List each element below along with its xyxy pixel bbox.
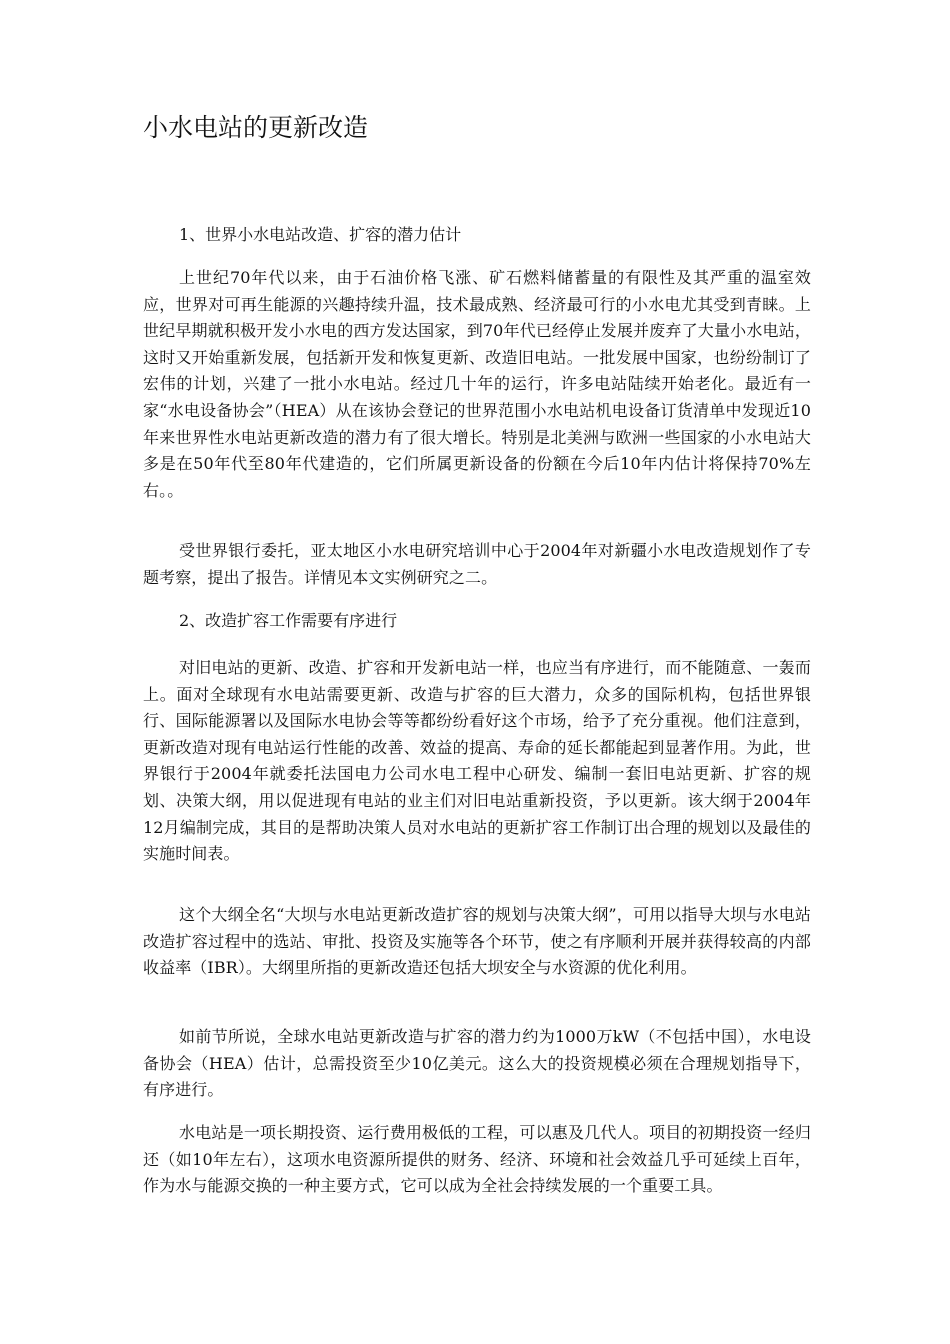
paragraph-6: 水电站是一项长期投资、运行费用极低的工程，可以惠及几代人。项目的初期投资一经归还（如10年左右），这项水电资源所提供的财务、经济、环境和社会效益几乎可延续上百年，作为水与能源交换的一种主要方式，它可以成为全社会持续发展的一个重要工具。 <box>143 1123 811 1196</box>
paragraph-2: 受世界银行委托，亚太地区小水电研究培训中心于2004年对新疆小水电改造规划作了专题考察，提出了报告。详情见本文实例研究之二。 <box>143 541 811 587</box>
section-heading-1: 1、世界小水电站改造、扩容的潜力估计 <box>179 225 462 244</box>
section-heading-2: 2、改造扩容工作需要有序进行 <box>179 611 398 630</box>
page-title: 小水电站的更新改造 <box>143 113 369 142</box>
paragraph-5: 如前节所说，全球水电站更新改造与扩容的潜力约为1000万kW（不包括中国），水电设备协会（HEA）估计，总需投资至少10亿美元。这么大的投资规模必须在合理规划指导下，有序进行。 <box>143 1027 811 1100</box>
paragraph-3: 对旧电站的更新、改造、扩容和开发新电站一样，也应当有序进行，而不能随意、一轰而上。面对全球现有水电站需要更新、改造与扩容的巨大潜力，众多的国际机构，包括世界银行、国际能源署以及国际水电协会等等都纷纷看好这个市场，给予了充分重视。他们注意到，更新改造对现有电站运行性能的改善、效益的提高、寿命的延长都能起到显著作用。为此，世界银行于2004年就委托法国电力公司水电工程中心研发、编制一套旧电站更新、扩容的规划、决策大纲，用以促进现有电站的业主们对旧电站重新投资，予以更新。该大纲于2004年12月编制完成，其目的是帮助决策人员对水电站的更新扩容工作制订出合理的规划以及最佳的实施时间表。 <box>143 658 811 864</box>
paragraph-1: 上世纪70年代以来，由于石油价格飞涨、矿石燃料储蓄量的有限性及其严重的温室效应，世界对可再生能源的兴趣持续升温，技术最成熟、经济最可行的小水电尤其受到青睐。上世纪早期就积极开发小水电的西方发达国家，到70年代已经停止发展并废弃了大量小水电站，这时又开始重新发展，包括新开发和恢复更新、改造旧电站。一批发展中国家，也纷纷制订了宏伟的计划，兴建了一批小水电站。经过几十年的运行，许多电站陆续开始老化。最近有一家“水电设备协会”（HEA）从在该协会登记的世界范围小水电站机电设备订货清单中发现近10年来世界性水电站更新改造的潜力有了很大增长。特别是北美洲与欧洲一些国家的小水电站大多是在50年代至80年代建造的，它们所属更新设备的份额在今后10年内估计将保持70%左右。。 <box>143 268 811 500</box>
paragraph-4: 这个大纲全名“大坝与水电站更新改造扩容的规划与决策大纲”，可用以指导大坝与水电站改造扩容过程中的选站、审批、投资及实施等各个环节，使之有序顺利开展并获得较高的内部收益率（IBR）。大纲里所指的更新改造还包括大坝安全与水资源的优化利用。 <box>143 905 811 978</box>
